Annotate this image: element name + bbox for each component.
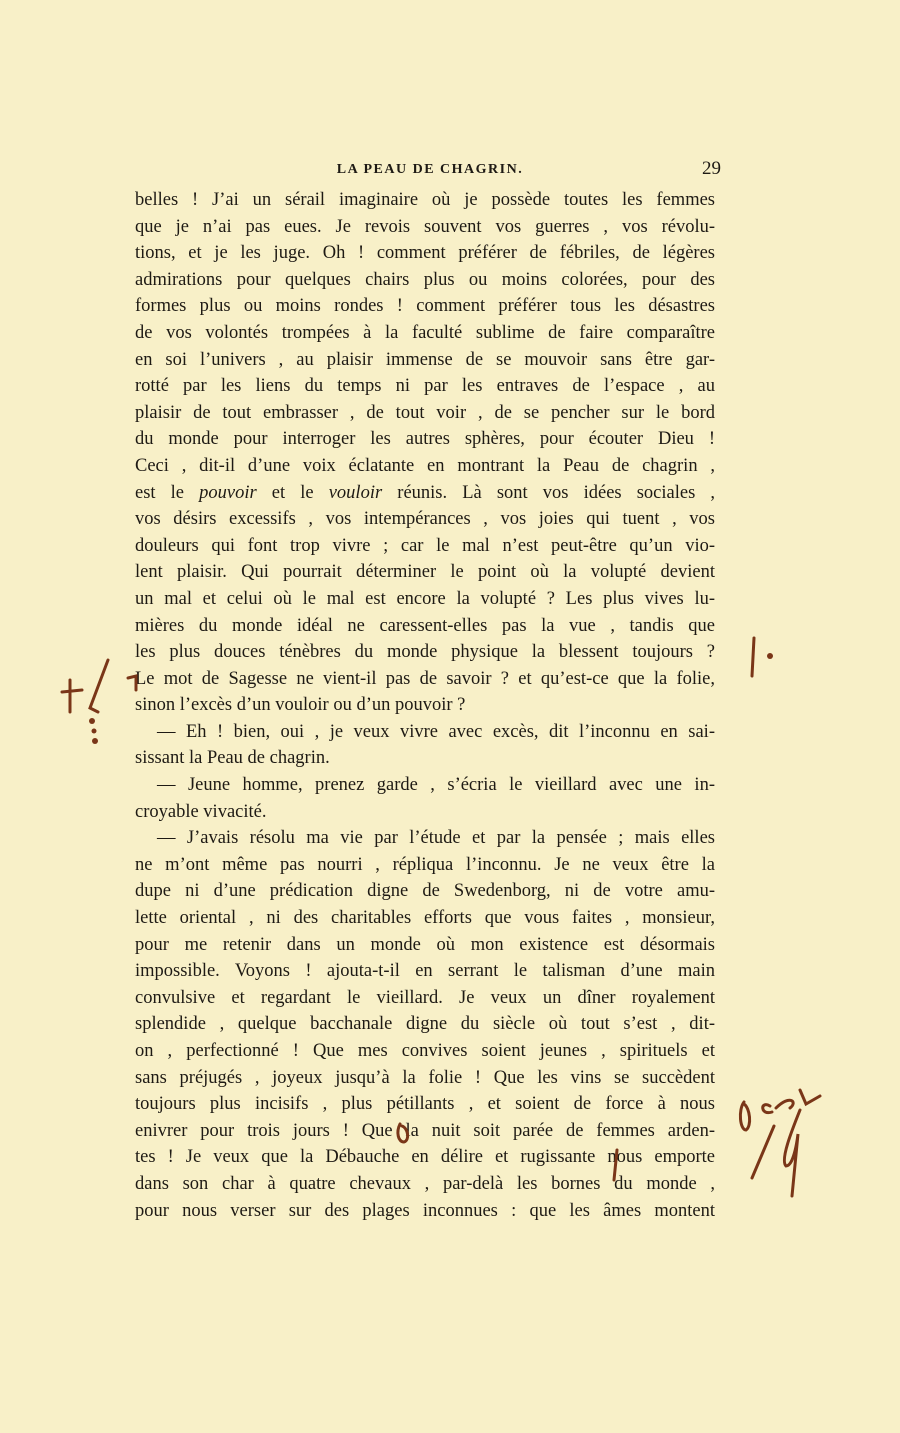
insert-mark-plus [62, 680, 82, 712]
text-line: splendide , quelque bacchanale digne du siècle où tout s’est , dit- [135, 1014, 715, 1035]
text-line: les plus douces ténèbres du monde physique la blessent toujours ? [135, 642, 715, 663]
text-line: en soi l’univers , au plaisir immense de se mouvoir sans être gar- [135, 349, 715, 370]
insert-mark-slash [90, 660, 108, 712]
text-line: impossible. Voyons ! ajouta-t-il en serrant le talisman d’une main [135, 961, 715, 982]
text-line: croyable vivacité. [135, 801, 267, 822]
text-line: tes ! Je veux que la Débauche en délire et rugissante nous emporte [135, 1147, 715, 1168]
colon-dot-3 [92, 738, 98, 744]
text-line: enivrer pour trois jours ! Que la nuit soit parée de femmes arden- [135, 1120, 715, 1141]
text-line: Le mot de Sagesse ne vient-il pas de savoir ? et qu’est-ce que la folie, [135, 668, 715, 689]
text-line: sinon l’excès d’un vouloir ou d’un pouvoir ? [135, 695, 466, 716]
text-line: tions, et je les juge. Oh ! comment préférer de fébriles, de légères [135, 243, 715, 264]
text-line: formes plus ou moins rondes ! comment préférer tous les désastres [135, 296, 715, 317]
colon-dot-2 [92, 729, 97, 734]
text-line: un mal et celui où le mal est encore la volupté ? Les plus vives lu- [135, 588, 715, 609]
text-line: douleurs qui font trop vivre ; car le mal n’est peut-être qu’un vio- [135, 535, 715, 556]
cet-margin-mark [763, 1090, 820, 1113]
text-line: sans préjugés , joyeux jusqu’à la folie ! Que les vins se succèdent [135, 1067, 715, 1088]
colon-dot-1 [89, 718, 95, 724]
page-number: 29 [702, 158, 721, 179]
text-line: pour me retenir dans un monde où mon existence est désormais [135, 934, 715, 955]
text-line: on , perfectionné ! Que mes convives soient jeunes , spirituels et [135, 1041, 715, 1061]
text-line: belles ! J’ai un sérail imaginaire où je possède toutes les femmes [135, 190, 715, 210]
period-bar-mark [752, 638, 754, 676]
text-line: lette oriental , ni des charitables efforts que vous faites , monsieur, [135, 908, 715, 929]
text-line: mières du monde idéal ne caressent-elles pas la vue , tandis que [135, 615, 715, 636]
d-margin-mark [784, 1110, 800, 1196]
text-line: lent plaisir. Qui pourrait déterminer le point où la volupté devient [135, 562, 715, 583]
text-line: dupe ni d’une prédication digne de Swedenborg, ni de votre amu- [135, 881, 715, 902]
text-line: rotté par les liens du temps ni par les entraves de l’espace , au [135, 376, 715, 397]
text-line: sissant la Peau de chagrin. [135, 748, 330, 769]
text-line: convulsive et regardant le vieillard. Je veux un dîner royalement [135, 987, 715, 1008]
text-line: est le pouvoir et le vouloir réunis. Là sont vos idées sociales , [135, 482, 716, 503]
text-line: vos désirs excessifs , vos intempérances , vos joies qui tuent , vos [135, 509, 715, 530]
text-line: toujours plus incisifs , plus pétillants , et soient de force à nous [135, 1094, 715, 1115]
body-text [135, 187, 715, 1224]
text-line: que je n’ai pas eues. Je revois souvent vos guerres , vos révolu- [135, 216, 715, 237]
text-line: de vos volontés trompées à la faculté sublime de faire comparaître [135, 322, 715, 343]
text-line: dans son char à quatre chevaux , par-delà les bornes du monde , [135, 1173, 715, 1194]
slash-margin-mark [752, 1126, 774, 1178]
text-line: Ceci , dit-il d’une voix éclatante en montrant la Peau de chagrin , [135, 455, 715, 476]
text-line: du monde pour interroger les autres sphères, pour écouter Dieu ! [135, 429, 715, 450]
o-margin-mark [740, 1102, 749, 1130]
page-header [135, 158, 721, 182]
text-line: ne m’ont même pas nourri , répliqua l’inconnu. Je ne veux être la [135, 854, 715, 875]
text-line: — Jeune homme, prenez garde , s’écria le vieillard avec une in- [157, 775, 715, 796]
running-title: LA PEAU DE CHAGRIN. [336, 162, 524, 177]
text-line: — Eh ! bien, oui , je veux vivre avec excès, dit l’inconnu en sai- [157, 721, 715, 742]
period-dot-mark [767, 653, 773, 659]
text-line: admirations pour quelques chairs plus ou moins colorées, pour des [135, 269, 715, 290]
text-line: — J’avais résolu ma vie par l’étude et par la pensée ; mais elles [157, 828, 715, 849]
text-line: pour nous verser sur des plages inconnues : que les âmes montent [135, 1200, 715, 1221]
text-line: plaisir de tout embrasser , de tout voir , de se pencher sur le bord [135, 402, 715, 423]
